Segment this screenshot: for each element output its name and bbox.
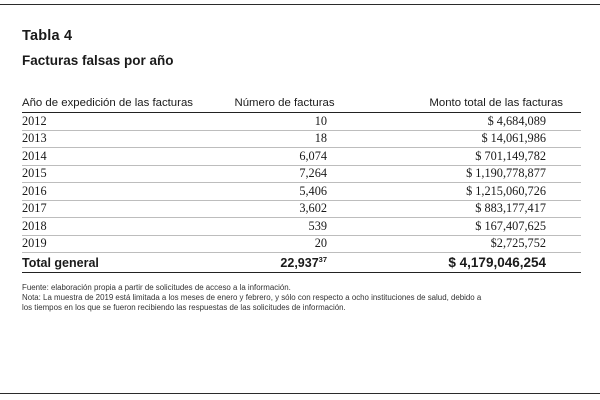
table-row (22, 113, 581, 131)
source-note: Fuente: elaboración propia a partir de solicitudes de acceso a la información. (22, 283, 291, 292)
invoices-table (22, 93, 581, 273)
cell-amount: $ 1,215,060,726 (357, 183, 581, 201)
table-number: Tabla 4 (22, 28, 73, 44)
cell-count: 3,602 (212, 200, 357, 218)
cell-count: 7,264 (212, 165, 357, 183)
table-row (22, 218, 581, 236)
column-header-count: Número de facturas (212, 93, 357, 113)
bottom-rule (0, 393, 600, 394)
cell-amount: $ 167,407,625 (357, 218, 581, 236)
cell-year: 2017 (22, 200, 212, 218)
cell-count: 539 (212, 218, 357, 236)
total-amount: $ 4,179,046,254 (357, 253, 581, 273)
total-label: Total general (22, 253, 212, 273)
cell-year: 2012 (22, 113, 212, 131)
cell-count: 5,406 (212, 183, 357, 201)
cell-amount: $ 883,177,417 (357, 200, 581, 218)
cell-count: 6,074 (212, 148, 357, 166)
cell-year: 2016 (22, 183, 212, 201)
total-row (22, 253, 581, 273)
total-count: 22,937 (280, 255, 319, 270)
table-title: Facturas falsas por año (22, 53, 174, 68)
table-row (22, 165, 581, 183)
note-line: los tiempos en los que se fueron recibiendo las respuestas de las solicitudes de información. (22, 303, 346, 313)
column-header-amount: Monto total de las facturas (357, 93, 581, 113)
cell-amount: $ 4,684,089 (357, 113, 581, 131)
table-row (22, 148, 581, 166)
note-line: Nota: La muestra de 2019 está limitada a los meses de enero y febrero, y sólo con respecto a ocho instituciones de salud, debido a (22, 293, 482, 303)
cell-amount: $ 14,061,986 (357, 130, 581, 148)
total-count-cell (212, 253, 357, 273)
cell-amount: $2,725,752 (357, 235, 581, 253)
top-rule (0, 4, 600, 5)
table-block (22, 27, 581, 314)
cell-count: 20 (212, 235, 357, 253)
table-row (22, 235, 581, 253)
table-row (22, 200, 581, 218)
cell-count: 18 (212, 130, 357, 148)
table-row (22, 183, 581, 201)
cell-year: 2014 (22, 148, 212, 166)
column-header-year: Año de expedición de las facturas (22, 93, 212, 113)
cell-year: 2019 (22, 235, 212, 253)
cell-year: 2013 (22, 130, 212, 148)
cell-amount: $ 1,190,778,877 (357, 165, 581, 183)
table-row (22, 130, 581, 148)
cell-count: 10 (212, 113, 357, 131)
cell-year: 2015 (22, 165, 212, 183)
table-header-row (22, 93, 581, 113)
cell-amount: $ 701,149,782 (357, 148, 581, 166)
footnote-marker: 37 (318, 254, 327, 264)
cell-year: 2018 (22, 218, 212, 236)
table-notes (22, 283, 581, 314)
